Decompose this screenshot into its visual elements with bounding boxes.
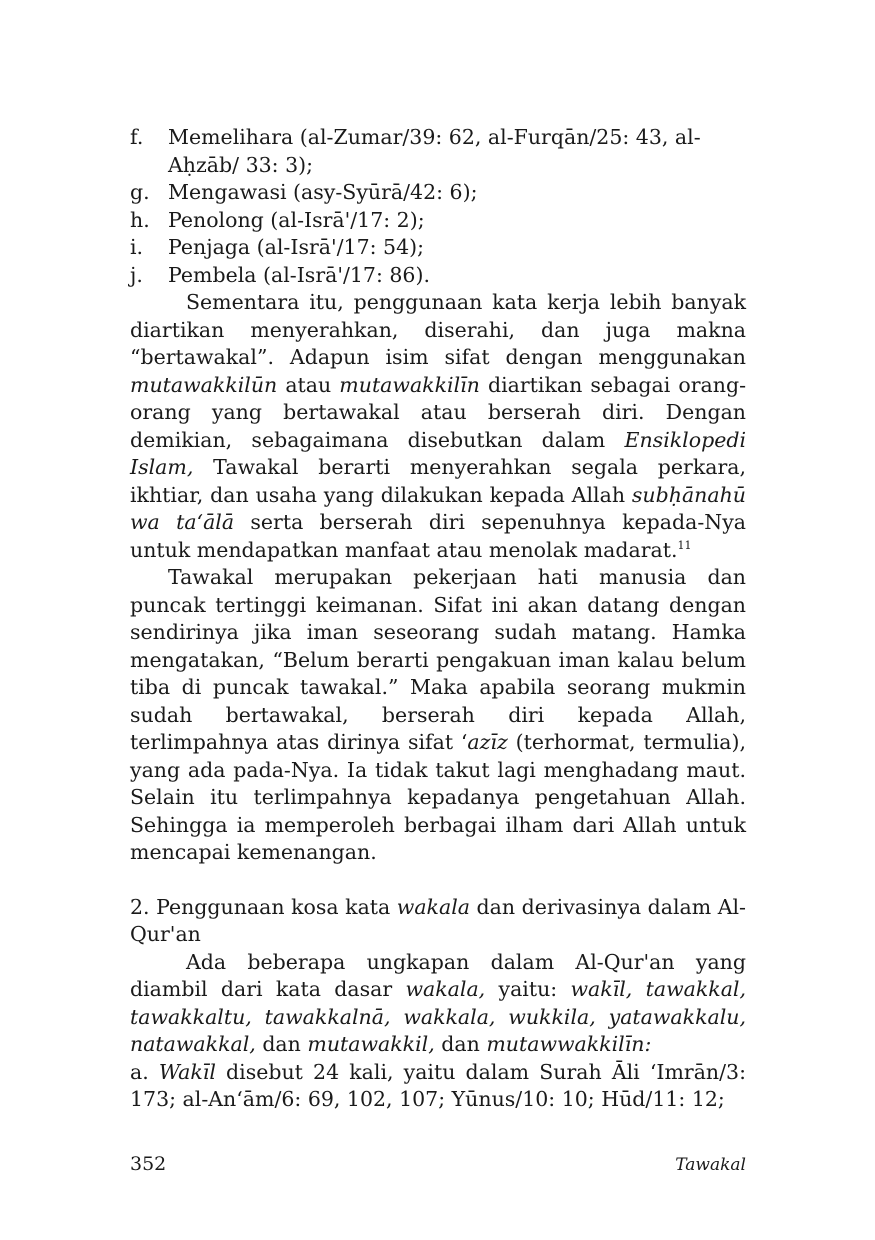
paragraph-meaning: Sementara itu, penggunaan kata kerja lebih banyak diartikan menyerahkan, diserahi, dan juga makna “bertawakal”. Adapun isim sifat dengan menggunakan mutawakkilūn atau mutawakkilīn diartikan sebagai orang-orang yang bertawakal atau berserah diri. Dengan demikian, sebagaimana disebutkan dalam Ensiklopedi Islam, Tawakal berarti menyerahkan segala perkara, ikhtiar, dan usaha yang dilakukan kepada Allah subḥānahū wa ta‘ālā serta berserah diri sepenuhnya kepada-Nya untuk mendapatkan manfaat atau menolak madarat.$^{11}$ [130,290,747,562]
list-text: Pembela (al-Isrā'/17: 86). [168,262,430,287]
footnote-ref[interactable]: 11 [677,538,692,552]
list-item-f [130,124,746,179]
section-heading: 2. Penggunaan kosa kata wakala dan derivasinya dalam Al-Qur'an [130,894,746,946]
list-marker: j. [130,262,143,287]
page-number: 352 [130,1153,167,1175]
paragraph-spacer [130,867,746,894]
list-item-i [130,234,746,262]
page-footer [130,1153,746,1175]
list-marker: f. [130,125,144,149]
running-title: Tawakal [675,1155,746,1175]
list-text: Penjaga (al-Isrā'/17: 54); [168,235,425,259]
list-item-g [130,179,746,207]
paragraph-tawakal: Tawakal merupakan pekerjaan hati manusia dan puncak tertinggi keimanan. Sifat ini akan datang dengan sendirinya jika iman seseorang sudah matang. Hamka mengatakan, “Belum berarti pengakuan iman kalau belum tiba di puncak tawakal.” Maka apabila seorang mukmin sudah bertawakal, berserah diri kepada Allah, terlimpahnya atas dirinya sifat ‘azīz (terhormat, termulia), yang ada pada-Nya. Ia tidak takut lagi menghadang maut. Selain itu terlimpahnya kepadanya pengetahuan Allah. Sehingga ia memperoleh berbagai ilham dari Allah untuk mencapai kemenangan. [130,565,747,864]
list-text: Mengawasi (asy-Syūrā/42: 6); [168,180,478,204]
paragraph-wakil: a. Wakīl disebut 24 kali, yaitu dalam Surah Āli ‘Imrān/3: 173; al-An‘ām/6: 69, 102, 107; Yūnus/10: 10; Hūd/11: 12; [130,1059,746,1111]
list-item-h [130,207,746,235]
paragraph-derivations: Ada beberapa ungkapan dalam Al-Qur'an yang diambil dari kata dasar wakala, yaitu: wakīl, tawakkal, tawakkaltu, tawakkalnā, wakkala, wukkila, yatawakkalu, natawakkal, dan mutawakkil, dan mutawwakkilīn: [130,949,746,1056]
list-marker: i. [130,235,144,259]
list-text: Penolong (al-Isrā'/17: 2); [168,207,425,232]
list-text: Memelihara (al-Zumar/39: 62, al-Furqān/25: 43, al-Aḥzāb/ 33: 3); [168,125,701,177]
list-marker: g. [130,180,150,204]
list-item-j [130,262,746,290]
page-body [130,124,746,1114]
list-marker: h. [130,207,150,232]
